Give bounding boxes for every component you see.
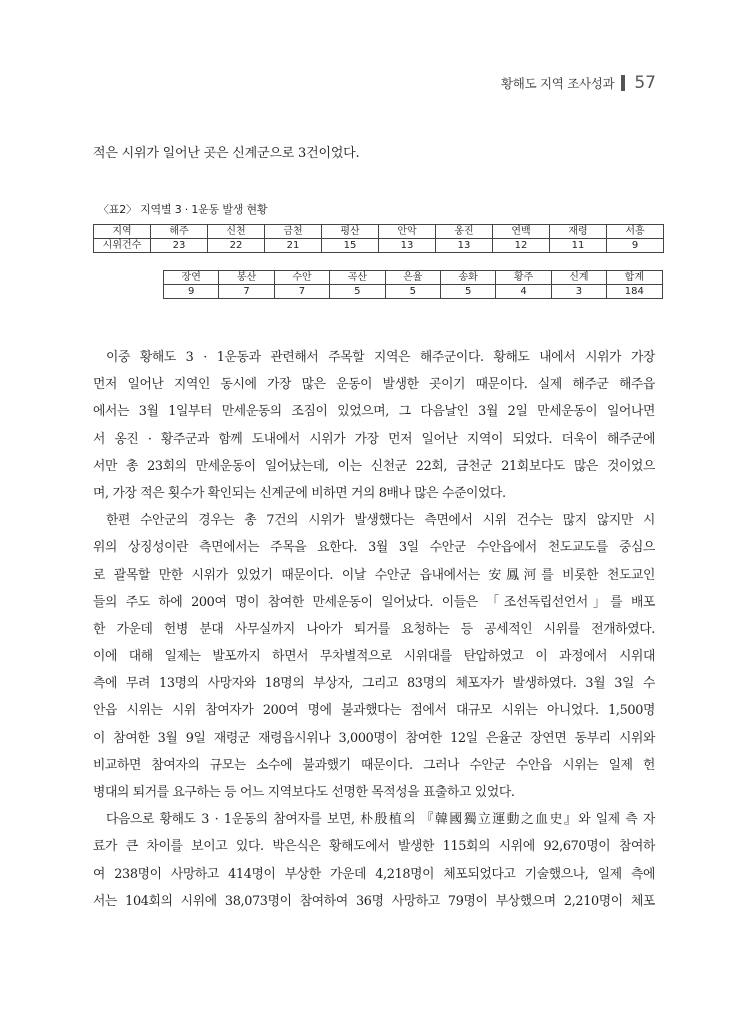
table-cell: 은율 bbox=[385, 271, 440, 285]
table-row bbox=[94, 225, 664, 239]
table-cell: 시위건수 bbox=[94, 239, 151, 253]
table-cell: 9 bbox=[607, 239, 664, 253]
table-cell: 안악 bbox=[379, 225, 436, 239]
table-cell: 3 bbox=[551, 285, 606, 299]
table-cell: 22 bbox=[208, 239, 265, 253]
table-cell: 9 bbox=[164, 285, 219, 299]
table-cell: 곡산 bbox=[330, 271, 385, 285]
paragraph-2-line: 들의 주도 하에 200여 명이 참여한 만세운동이 일어났다. 이들은 「조선독립선언서」를 배포 bbox=[93, 594, 655, 610]
paragraph-2-line: 한 가운데 헌병 분대 사무실까지 나아가 퇴거를 요청하는 등 공세적인 시위를 전개하였다. bbox=[93, 621, 655, 637]
table-cell: 송화 bbox=[440, 271, 495, 285]
table-caption: 〈표2〉 지역별 3 · 1운동 발생 현황 bbox=[98, 203, 268, 216]
table-cell: 연백 bbox=[493, 225, 550, 239]
header-title: 황해도 지역 조사성과 bbox=[501, 76, 615, 91]
table-cell: 지역 bbox=[94, 225, 151, 239]
table-cell: 5 bbox=[440, 285, 495, 299]
table-cell: 5 bbox=[330, 285, 385, 299]
header-divider-bar bbox=[621, 75, 625, 91]
table-cell: 신계 bbox=[551, 271, 606, 285]
paragraph-2-line: 한편 수안군의 경우는 총 7건의 시위가 발생했다는 측면에서 시위 건수는 많지 않지만 시 bbox=[106, 513, 655, 529]
table-cell: 23 bbox=[151, 239, 208, 253]
paragraph-2-line: 이 참여한 3월 9일 재령군 재령읍시위나 3,000명이 참여한 12일 은율군 장연면 동부리 시위와 bbox=[93, 730, 655, 746]
paragraph-2-line: 안읍 시위는 시위 참여자가 200여 명에 불과했다는 점에서 대규모 시위는 아니었다. 1,500명 bbox=[93, 703, 655, 719]
table-row bbox=[164, 285, 663, 299]
paragraph-1-line: 이중 황해도 3 · 1운동과 관련해서 주목할 지역은 해주군이다. 황해도 내에서 시위가 가장 bbox=[106, 350, 655, 365]
table-cell: 서흥 bbox=[607, 225, 664, 239]
table-cell: 13 bbox=[379, 239, 436, 253]
table-row bbox=[94, 239, 664, 253]
paragraph-3-line: 여 238명이 사망하고 414명이 부상한 가운데 4,218명이 체포되었다고 기술했으나, 일제 측에 bbox=[93, 866, 655, 882]
table-cell: 황주 bbox=[496, 271, 551, 285]
table-row bbox=[164, 271, 663, 285]
region-count-table-1 bbox=[93, 224, 664, 253]
table-cell: 재령 bbox=[550, 225, 607, 239]
table-cell: 184 bbox=[607, 285, 662, 299]
table-cell: 옹진 bbox=[436, 225, 493, 239]
intro-line: 적은 시위가 일어난 곳은 신계군으로 3건이었다. bbox=[93, 146, 360, 161]
paragraph-2-line: 측에 무려 13명의 사망자와 18명의 부상자, 그리고 83명의 체포자가 발생하였다. 3월 3일 수 bbox=[93, 676, 655, 692]
table-cell: 신천 bbox=[208, 225, 265, 239]
paragraph-2-line: 위의 상징성이란 측면에서는 주목을 요한다. 3월 3일 수안군 수안읍에서 천도교도를 중심으 bbox=[93, 540, 655, 556]
paragraph-2-line: 로 괄목할 만한 시위가 있었기 때문이다. 이날 수안군 읍내에서는 安鳳河를 비롯한 천도교인 bbox=[93, 567, 655, 583]
paragraph-2-line: 이에 대해 일제는 발포까지 하면서 무차별적으로 시위대를 탄압하였고 이 과정에서 시위대 bbox=[93, 649, 655, 665]
table-cell: 금천 bbox=[265, 225, 322, 239]
body-text bbox=[93, 344, 655, 915]
paragraph-3-line: 서는 104회의 시위에 38,073명이 참여하여 36명 사망하고 79명이 부상했으며 2,210명이 체포 bbox=[93, 893, 655, 909]
paragraph-2-line: 비교하면 참여자의 규모는 소수에 불과했기 때문이다. 그러나 수안군 수안읍 시위는 일제 헌 bbox=[93, 757, 655, 773]
table-cell: 12 bbox=[493, 239, 550, 253]
paragraph-2-line: 병대의 퇴거를 요구하는 등 어느 지역보다도 선명한 목적성을 표출하고 있었다. bbox=[93, 785, 515, 800]
table-cell: 11 bbox=[550, 239, 607, 253]
paragraph-1-line: 먼저 일어난 지역인 동시에 가장 많은 운동이 발생한 곳이기 때문이다. 실제 해주군 해주읍 bbox=[93, 377, 655, 393]
table-cell: 21 bbox=[265, 239, 322, 253]
paragraph-1-line: 서만 총 23회의 만세운동이 일어났는데, 이는 신천군 22회, 금천군 21회보다도 많은 것이었으 bbox=[93, 458, 655, 474]
table-cell: 평산 bbox=[322, 225, 379, 239]
table-cell: 장연 bbox=[164, 271, 219, 285]
table-cell: 합계 bbox=[607, 271, 662, 285]
table-cell: 7 bbox=[274, 285, 329, 299]
table-cell: 13 bbox=[436, 239, 493, 253]
region-count-table-2 bbox=[163, 270, 663, 299]
table-cell: 해주 bbox=[151, 225, 208, 239]
table-cell: 4 bbox=[496, 285, 551, 299]
table-cell: 봉산 bbox=[219, 271, 274, 285]
running-header bbox=[501, 73, 656, 93]
page-number: 57 bbox=[634, 73, 656, 93]
paragraph-3-line: 다음으로 황해도 3 · 1운동의 참여자를 보면, 朴殷植의 『韓國獨立運動之血史』와 일제 측 자 bbox=[106, 812, 655, 828]
table-cell: 7 bbox=[219, 285, 274, 299]
paragraph-1-line: 며, 가장 적은 횟수가 확인되는 신계군에 비하면 거의 8배나 많은 수준이었다. bbox=[93, 485, 506, 501]
paragraph-1-line: 서 옹진 · 황주군과 함께 도내에서 시위가 가장 먼저 일어난 지역이 되었다. 더욱이 해주군에 bbox=[93, 431, 655, 447]
paragraph-1-line: 에서는 3월 1일부터 만세운동의 조짐이 있었으며, 그 다음날인 3월 2일 만세운동이 일어나면 bbox=[93, 404, 655, 420]
paragraph-3-line: 료가 큰 차이를 보이고 있다. 박은식은 황해도에서 발생한 115회의 시위에 92,670명이 참여하 bbox=[93, 839, 655, 855]
table-cell: 15 bbox=[322, 239, 379, 253]
table-cell: 수안 bbox=[274, 271, 329, 285]
table-cell: 5 bbox=[385, 285, 440, 299]
